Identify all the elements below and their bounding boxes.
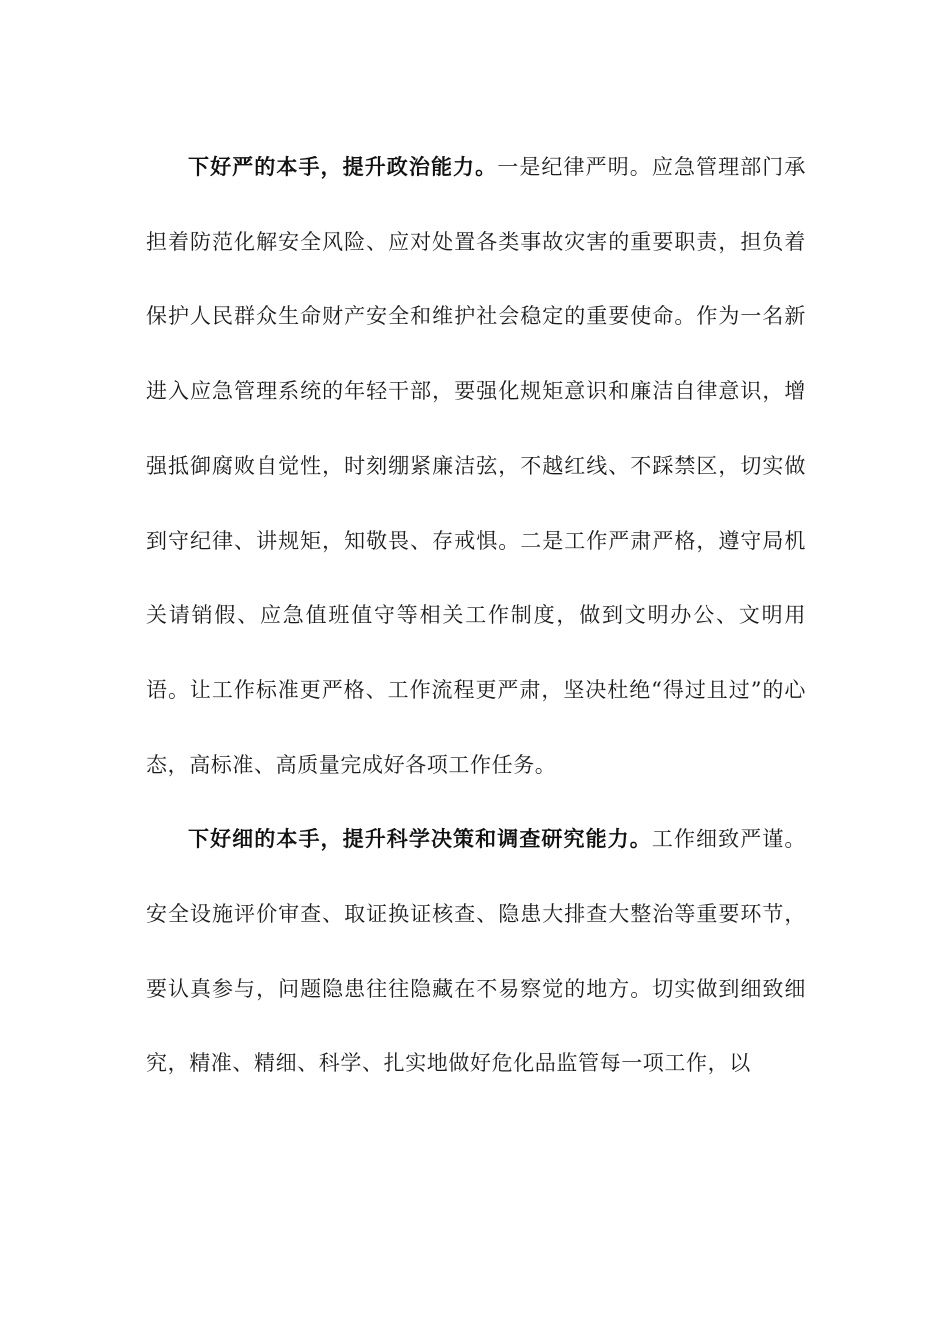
paragraph-text: 一是纪律严明。应急管理部门承担着防范化解安全风险、应对处置各类事故灾害的重要职责，担负着保护人民群众生命财产安全和维护社会稳定的重要使命。作为一名新进入应急管理系统的年轻干部，要强化规矩意识和廉洁自律意识，增强抵御腐败自觉性，时刻绷紧廉洁弦，不越红线、不踩禁区，切实做到守纪律、讲规矩，知敬畏、存戒惧。二是工作严肃严格，遵守局机关请销假、应急值班值守等相关工作制度，做到文明办公、文明用语。让工作标准更严格、工作流程更严肃，坚决杜绝“得过且过”的心态，高标准、高质量完成好各项工作任务。: [146, 155, 806, 777]
paragraph-text: 工作细致严谨。安全设施评价审查、取证换证核查、隐患大排查大整治等重要环节，要认真参与，问题隐患往往隐藏在不易察觉的地方。切实做到细致细究，精准、精细、科学、扎实地做好危化品监管每一项工作，以: [146, 827, 806, 1076]
paragraph-detail: [146, 802, 806, 1101]
paragraph-heading: 下好细的本手，提升科学决策和调查研究能力。: [188, 826, 652, 852]
document-body: [146, 130, 806, 1101]
paragraph-heading: 下好严的本手，提升政治能力。: [188, 154, 498, 179]
paragraph-discipline: [146, 130, 806, 802]
